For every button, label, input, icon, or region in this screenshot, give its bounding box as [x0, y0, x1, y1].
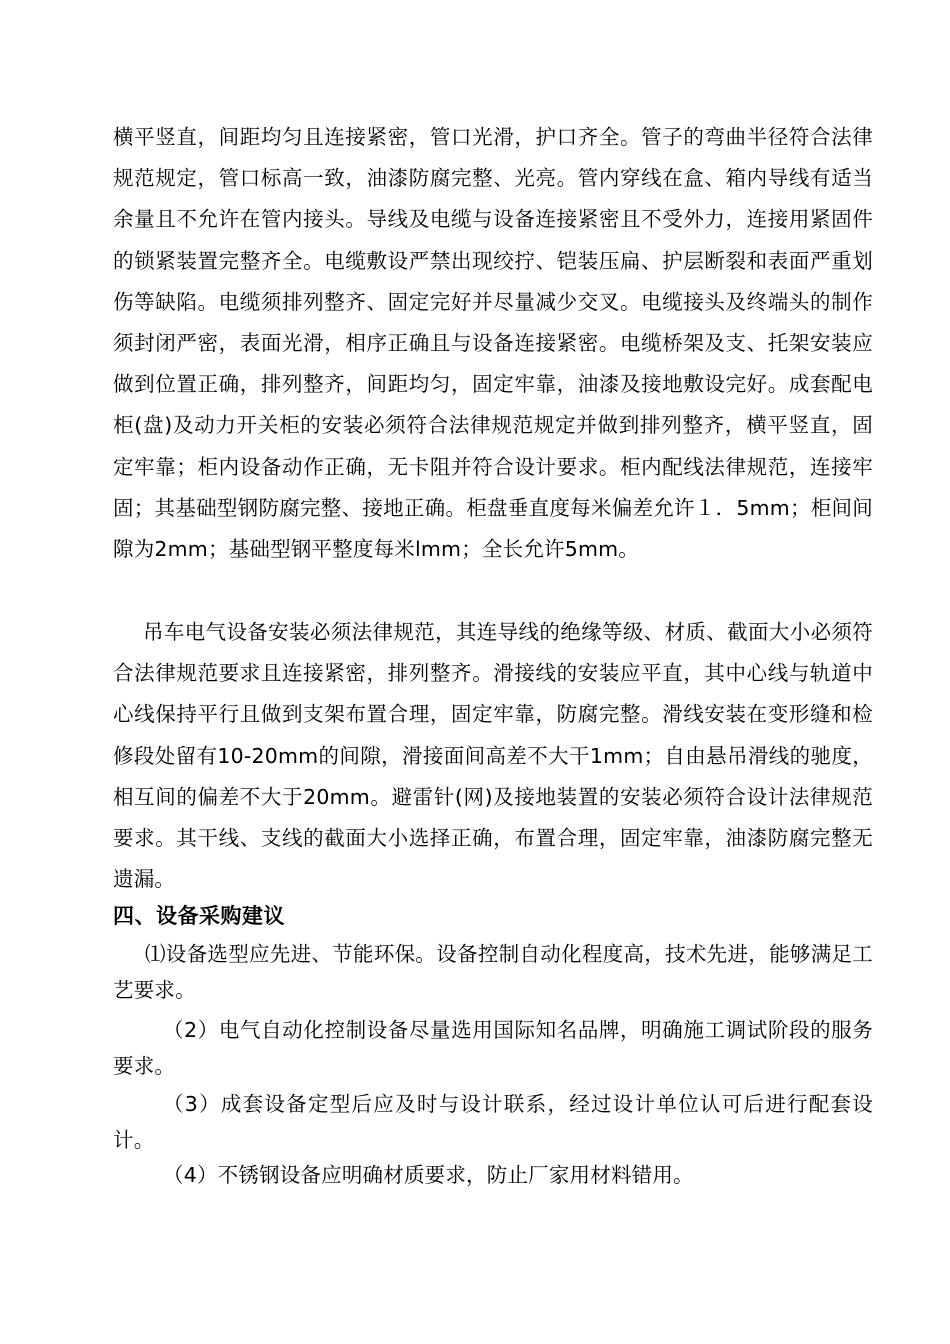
list-item: （4）不锈钢设备应明确材质要求，防止厂家用材料错用。 [163, 1163, 694, 1187]
list-item: （3）成套设备定型后应及时与设计联系，经过设计单位认可后进行配套设计。 [113, 1092, 873, 1152]
list-item: （2）电气自动化控制设备尽量选用国际知名品牌，明确施工调试阶段的服务要求。 [113, 1018, 873, 1078]
paragraph-crane-electrical: 吊车电气设备安装必须法律规范，其连导线的绝缘等级、材质、截面大小必须符合法律规范要求且连接紧密，排列整齐。滑接线的安装应平直，其中心线与轨道中心线保持平行且做到支架布置合理，固定牢靠，防腐完整。滑线安装在变形缝和检修段处留有10-20mm的间隙，滑接面间高差不大干1mm；自由悬吊滑线的驰度，相互间的偏差不大于20mm。避雷针(网)及接地装置的安装必须符合设计法律规范要求。其干线、支线的截面大小选择正确，布置合理，固定牢靠，油漆防腐完整无遗漏。 [113, 620, 873, 892]
list-item: ⑴设备选型应先进、节能环保。设备控制自动化程度高，技术先进，能够满足工艺要求。 [113, 942, 873, 1002]
section-heading: 四、设备采购建议 [113, 904, 285, 928]
paragraph-electrical-installation: 横平竖直，间距均匀且连接紧密，管口光滑，护口齐全。管子的弯曲半径符合法律规范规定，管口标高一致，油漆防腐完整、光亮。管内穿线在盒、箱内导线有适当余量且不允许在管内接头。导线及电缆与设备连接紧密且不受外力，连接用紧固件的锁紧装置完整齐全。电缆敷设严禁出现绞拧、铠装压扁、护层断裂和表面严重划伤等缺陷。电缆须排列整齐、固定完好并尽量减少交叉。电缆接头及终端头的制作须封闭严密，表面光滑，相序正确且与设备连接紧密。电缆桥架及支、托架安装应做到位置正确，排列整齐，间距均匀，固定牢靠，油漆及接地敷设完好。成套配电柜(盘)及动力开关柜的安装必须符合法律规范规定并做到排列整齐，横平竖直，固定牢靠；柜内设备动作正确，无卡阻并符合设计要求。柜内配线法律规范，连接牢固；其基础型钢防腐完整、接地正确。柜盘垂直度每米偏差允许１．5mm；柜间间隙为2mm；基础型钢平整度每米lmm；全长允许5mm。 [113, 125, 873, 562]
